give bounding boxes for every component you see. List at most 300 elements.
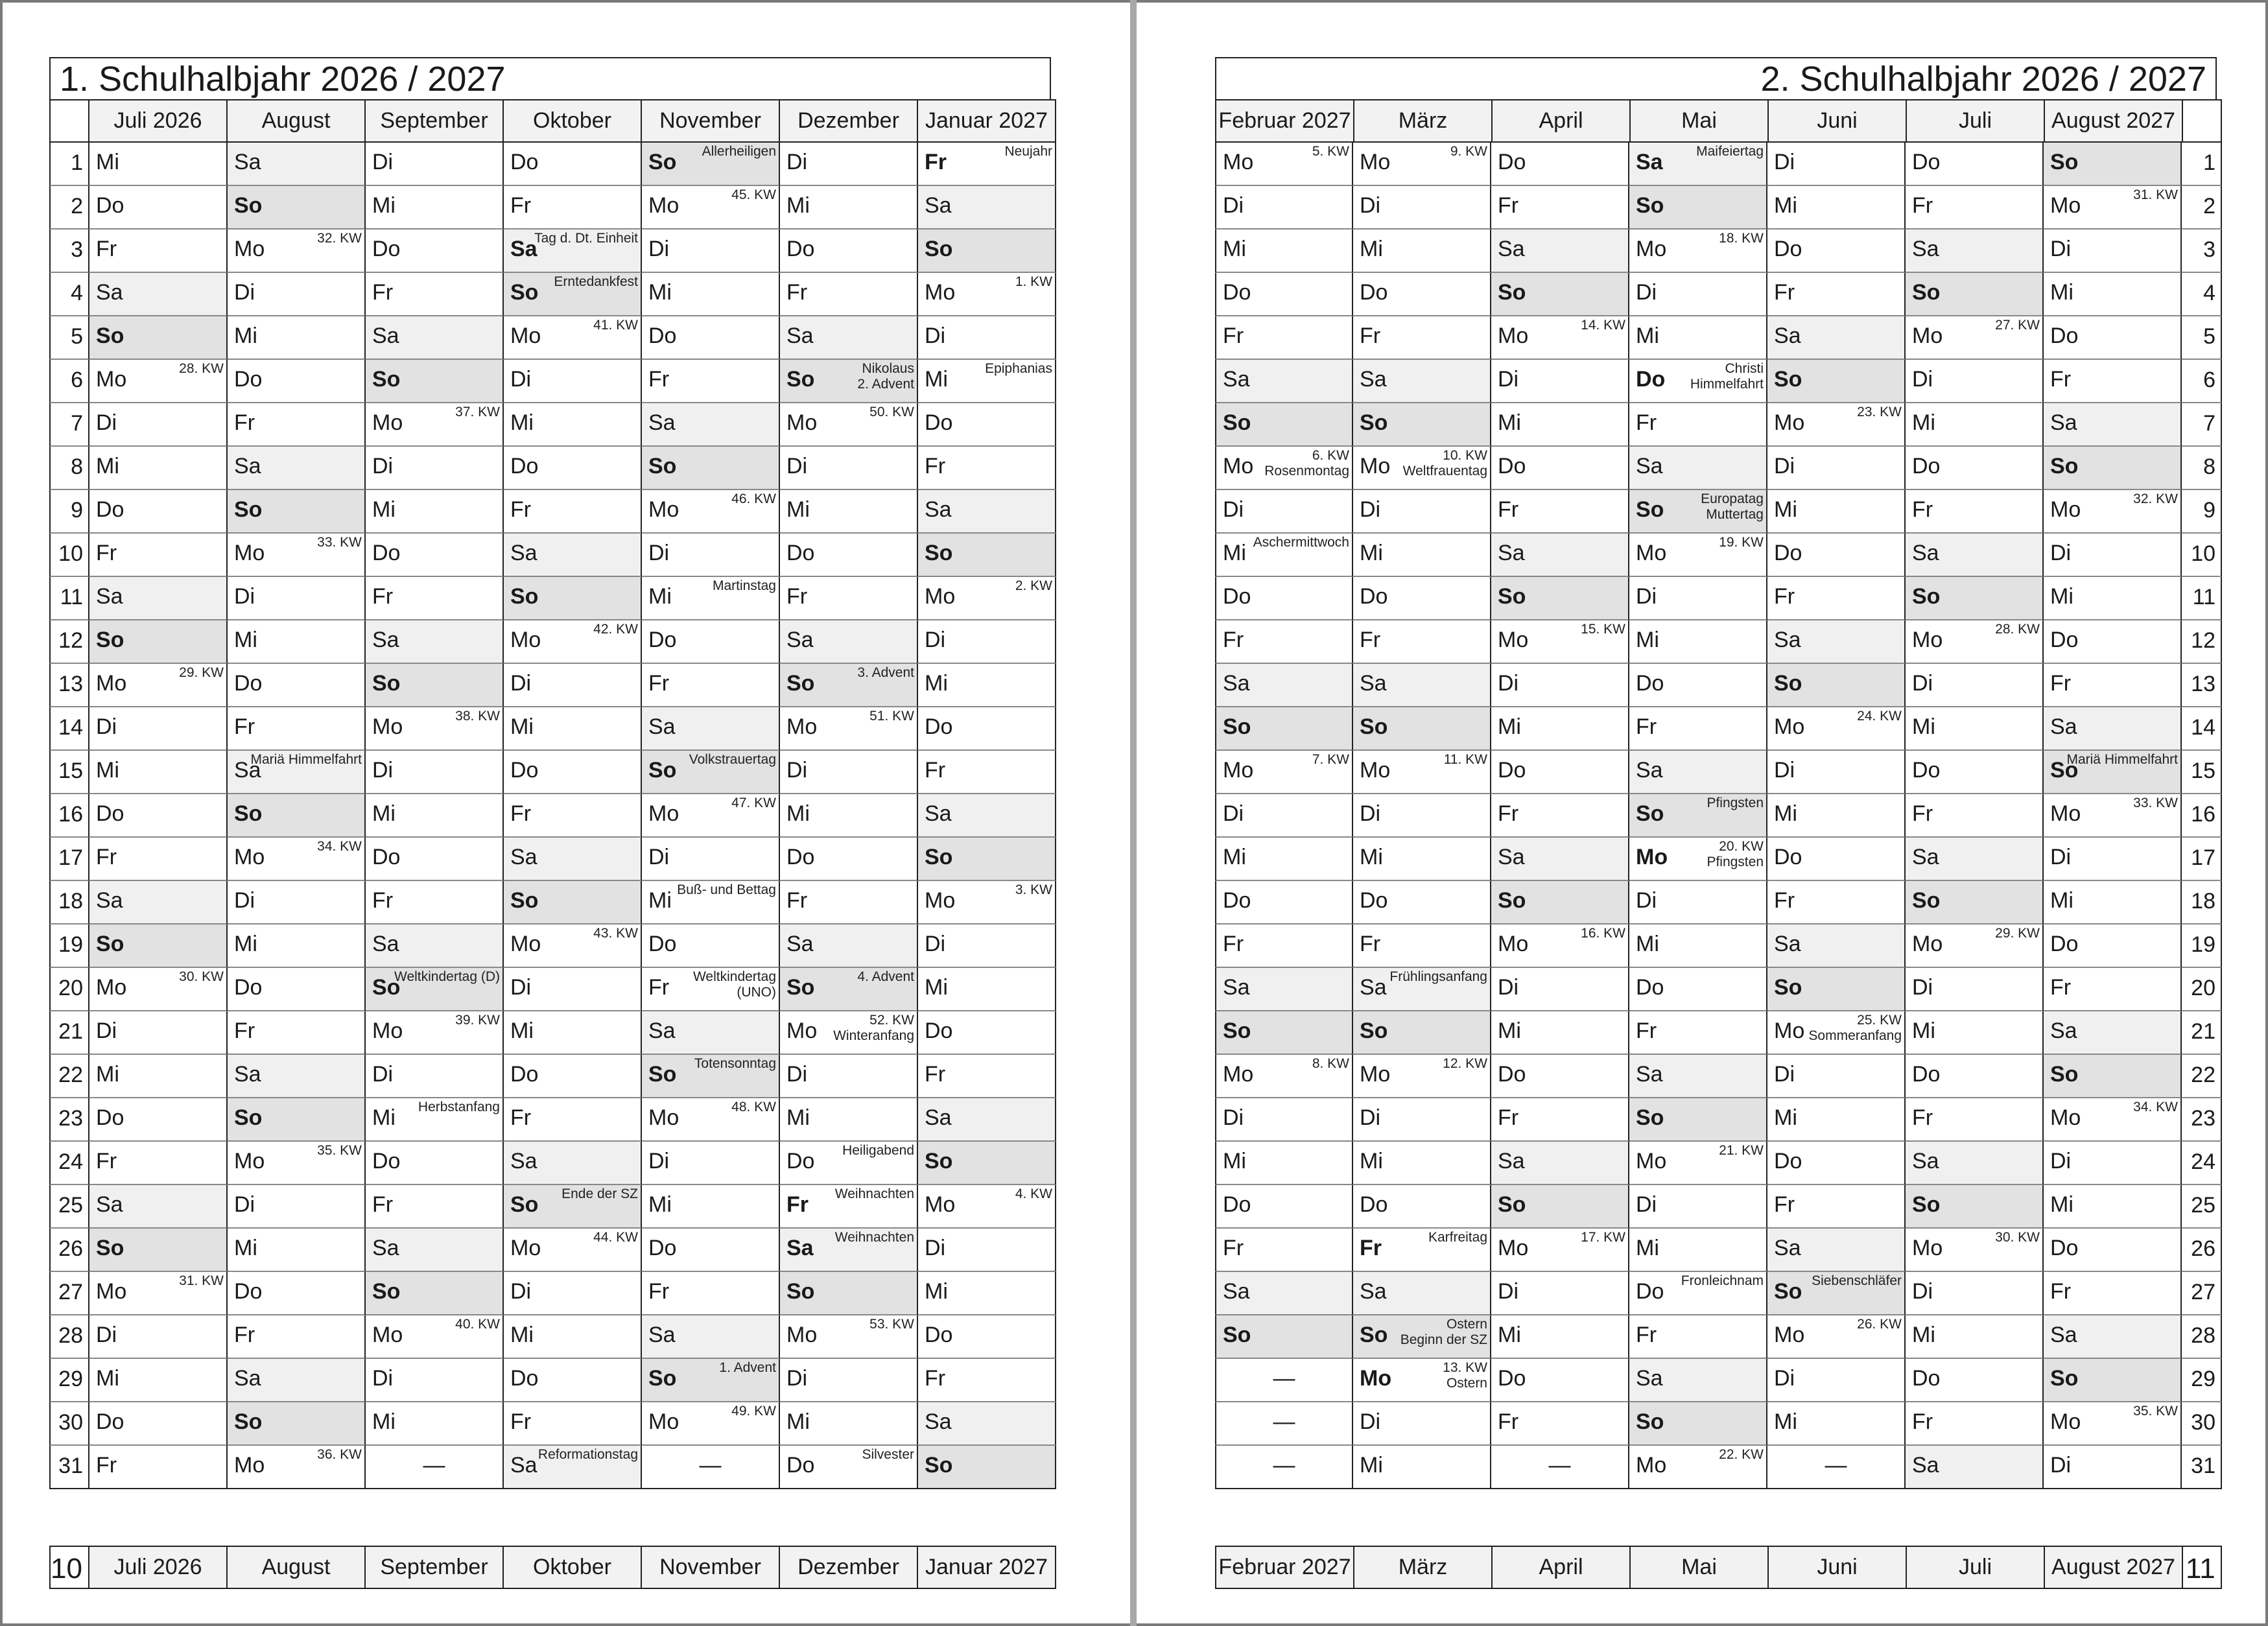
day-cell <box>504 1359 642 1402</box>
day-number: 8 <box>49 447 89 490</box>
weekday-label: Fr <box>1498 497 1519 522</box>
day-cell <box>504 1142 642 1185</box>
weekday-label: Mi <box>1636 628 1659 652</box>
day-cell <box>504 1011 642 1055</box>
day-number: 29 <box>2182 1359 2222 1402</box>
day-note: 51. KW <box>869 709 914 724</box>
weekday-label: Sa <box>1912 845 1939 869</box>
weekday-label: Di <box>786 150 808 174</box>
day-cell <box>1767 186 1906 230</box>
day-cell <box>1767 664 1906 707</box>
day-number: 3 <box>2182 230 2222 273</box>
day-cell <box>1353 273 1491 316</box>
month-column <box>1215 143 1353 1489</box>
weekday-label: — <box>699 1453 722 1478</box>
day-cell <box>1906 1098 2044 1142</box>
weekday-label: Mi <box>1774 193 1797 218</box>
day-cell <box>1767 1011 1906 1055</box>
day-cell <box>1491 490 1629 534</box>
day-cell <box>1629 490 1767 534</box>
day-cell <box>1215 1402 1353 1446</box>
day-cell <box>504 751 642 794</box>
day-cell <box>2044 186 2182 230</box>
weekday-label: Mo <box>1636 237 1667 261</box>
day-cell <box>228 403 366 447</box>
weekday-label: Mo <box>2050 801 2081 826</box>
day-cell <box>1353 1272 1491 1315</box>
month-header-row-bottom <box>1215 1546 2222 1589</box>
weekday-label: Di <box>96 410 117 435</box>
weekday-label: Fr <box>786 1192 809 1217</box>
day-cell <box>504 273 642 316</box>
weekday-label: Di <box>1774 1366 1795 1391</box>
day-cell <box>89 1359 228 1402</box>
day-cell <box>1491 273 1629 316</box>
weekday-label: Do <box>786 845 815 869</box>
day-cell <box>366 881 504 925</box>
weekday-label: Do <box>1636 975 1664 1000</box>
weekday-label: Sa <box>925 193 952 218</box>
day-cell <box>89 1011 228 1055</box>
day-cell <box>1767 143 1906 186</box>
weekday-label: Sa <box>1912 1453 1939 1478</box>
day-note: Europatag Muttertag <box>1701 491 1764 522</box>
weekday-label: Do <box>96 1409 124 1434</box>
day-number: 13 <box>2182 664 2222 707</box>
weekday-label: So <box>786 975 815 1000</box>
weekday-label: Mo <box>2050 1105 2081 1130</box>
weekday-label: Sa <box>372 932 399 956</box>
weekday-label: Di <box>2050 541 2072 565</box>
day-cell <box>366 360 504 403</box>
day-cell <box>1215 707 1353 751</box>
day-note: 50. KW <box>869 405 914 419</box>
weekday-label: So <box>96 932 124 956</box>
weekday-label: — <box>1548 1453 1571 1478</box>
weekday-label: Fr <box>1912 1105 1933 1130</box>
weekday-label: Sa <box>1636 758 1663 783</box>
weekday-label: Mo <box>1636 1453 1667 1478</box>
day-note: 32. KW <box>317 231 362 246</box>
weekday-label: Mi <box>786 497 810 522</box>
weekday-label: Do <box>372 1149 401 1173</box>
day-number: 10 <box>49 534 89 577</box>
day-cell <box>1629 925 1767 968</box>
weekday-label: Sa <box>234 454 261 478</box>
day-cell <box>918 273 1056 316</box>
day-cell <box>642 490 780 534</box>
day-cell <box>642 447 780 490</box>
weekday-label: So <box>1774 367 1802 392</box>
weekday-label: Fr <box>1636 714 1657 739</box>
weekday-label: Do <box>1636 1279 1664 1304</box>
weekday-label: Mo <box>925 280 956 305</box>
day-note: 31. KW <box>2133 187 2178 202</box>
weekday-label: Do <box>1498 454 1526 478</box>
day-cell <box>918 1272 1056 1315</box>
weekday-label: Do <box>1912 454 1941 478</box>
weekday-label: Do <box>1774 845 1802 869</box>
weekday-label: So <box>786 1279 815 1304</box>
day-cell <box>504 186 642 230</box>
weekday-label: Sa <box>2050 1323 2077 1347</box>
weekday-label: Do <box>234 367 263 392</box>
weekday-label: Sa <box>1223 367 1250 392</box>
weekday-label: Mo <box>1636 845 1668 869</box>
day-cell <box>1353 143 1491 186</box>
weekday-label: So <box>372 975 401 1000</box>
weekday-label: Mi <box>234 1236 257 1260</box>
weekday-label: Fr <box>925 1366 946 1391</box>
weekday-label: Di <box>234 888 255 913</box>
weekday-label: So <box>1912 888 1941 913</box>
day-cell <box>228 707 366 751</box>
day-cell <box>918 577 1056 620</box>
day-cell <box>1767 1185 1906 1229</box>
day-cell <box>918 925 1056 968</box>
day-cell <box>366 1272 504 1315</box>
day-cell <box>366 794 504 838</box>
weekday-label: Di <box>1774 454 1795 478</box>
day-note: 26. KW <box>1857 1317 1902 1332</box>
weekday-label: Di <box>372 150 394 174</box>
day-cell <box>228 1272 366 1315</box>
month-header: Mai <box>1629 99 1769 143</box>
month-header-row-bottom <box>49 1546 1056 1589</box>
day-cell <box>1629 881 1767 925</box>
day-cell <box>1491 1229 1629 1272</box>
day-cell <box>1353 230 1491 273</box>
day-number: 22 <box>2182 1055 2222 1098</box>
day-cell <box>1767 794 1906 838</box>
day-note: 1. Advent <box>719 1360 776 1375</box>
weekday-label: Fr <box>234 714 255 739</box>
weekday-label: Mo <box>1774 714 1805 739</box>
weekday-label: Do <box>1498 1366 1526 1391</box>
day-cell <box>1491 1142 1629 1185</box>
day-cell <box>1491 838 1629 881</box>
weekday-label: Di <box>1636 1192 1657 1217</box>
day-number: 3 <box>49 230 89 273</box>
day-cell <box>228 664 366 707</box>
day-note: 37. KW <box>455 405 500 419</box>
day-number: 9 <box>2182 490 2222 534</box>
weekday-label: Do <box>234 1279 263 1304</box>
day-cell <box>228 1402 366 1446</box>
weekday-label: Mo <box>510 628 541 652</box>
weekday-label: Mo <box>925 1192 956 1217</box>
weekday-label: Sa <box>648 1323 676 1347</box>
weekday-label: Di <box>1498 671 1519 696</box>
weekday-label: Sa <box>1774 932 1801 956</box>
day-cell <box>918 1185 1056 1229</box>
weekday-label: Mo <box>1498 932 1529 956</box>
day-cell <box>1767 403 1906 447</box>
day-cell <box>228 1359 366 1402</box>
weekday-label: Fr <box>1498 193 1519 218</box>
weekday-label: Do <box>510 1062 539 1087</box>
day-cell <box>366 751 504 794</box>
day-note: 22. KW <box>1719 1447 1764 1462</box>
day-cell <box>89 316 228 360</box>
weekday-label: Mo <box>510 324 541 348</box>
day-cell <box>1491 403 1629 447</box>
day-cell <box>1906 881 2044 925</box>
weekday-label: Mi <box>510 1323 534 1347</box>
weekday-label: Do <box>1774 237 1802 261</box>
day-number-column <box>49 143 89 1489</box>
day-cell <box>504 1315 642 1359</box>
day-cell <box>1906 968 2044 1011</box>
day-cell <box>780 1359 918 1402</box>
day-cell <box>366 1402 504 1446</box>
weekday-label: Mi <box>510 714 534 739</box>
weekday-label: Mo <box>1636 1149 1667 1173</box>
day-cell <box>1491 447 1629 490</box>
weekday-label: Do <box>510 1366 539 1391</box>
day-cell <box>89 534 228 577</box>
weekday-label: Sa <box>1223 1279 1250 1304</box>
weekday-label: Sa <box>786 1236 814 1260</box>
weekday-label: Do <box>2050 932 2079 956</box>
weekday-label: Do <box>786 541 815 565</box>
day-note: 20. KW Pfingsten <box>1707 839 1764 869</box>
weekday-label: Mi <box>1223 845 1246 869</box>
day-cell <box>1491 664 1629 707</box>
day-cell <box>2044 230 2182 273</box>
day-cell <box>1767 1229 1906 1272</box>
day-cell <box>1215 186 1353 230</box>
weekday-label: Sa <box>1636 454 1663 478</box>
day-cell <box>89 794 228 838</box>
day-note: 6. KW Rosenmontag <box>1264 448 1349 478</box>
weekday-label: So <box>1636 497 1664 522</box>
day-note: 8. KW <box>1312 1056 1349 1071</box>
day-cell <box>642 1229 780 1272</box>
weekday-label: So <box>2050 1366 2079 1391</box>
weekday-label: So <box>1912 280 1941 305</box>
day-cell <box>918 1098 1056 1142</box>
weekday-label: Mo <box>1912 1236 1943 1260</box>
day-cell <box>2044 360 2182 403</box>
day-note: Reformationstag <box>537 1447 638 1462</box>
day-cell <box>1629 1142 1767 1185</box>
day-cell <box>642 751 780 794</box>
day-cell <box>366 838 504 881</box>
day-cell <box>1629 230 1767 273</box>
day-cell <box>89 1446 228 1489</box>
day-cell <box>2044 925 2182 968</box>
day-cell <box>228 1142 366 1185</box>
day-note: 33. KW <box>2133 795 2178 810</box>
month-header: März <box>1353 1546 1493 1589</box>
weekday-label: So <box>2050 1062 2079 1087</box>
weekday-label: Fr <box>2050 671 2072 696</box>
day-cell <box>1629 1402 1767 1446</box>
day-note: 17. KW <box>1581 1230 1625 1245</box>
day-cell <box>1491 577 1629 620</box>
month-column <box>504 143 642 1489</box>
weekday-label: So <box>1498 584 1526 609</box>
day-cell <box>1906 186 2044 230</box>
day-cell <box>642 1359 780 1402</box>
weekday-label: Mi <box>1912 410 1935 435</box>
day-note: Weihnachten <box>834 1186 914 1201</box>
weekday-label: Sa <box>786 324 814 348</box>
day-number: 19 <box>49 925 89 968</box>
day-cell <box>642 794 780 838</box>
day-cell <box>1906 1359 2044 1402</box>
day-cell <box>1767 1098 1906 1142</box>
month-header: Dezember <box>779 1546 918 1589</box>
weekday-label: Mo <box>648 1105 679 1130</box>
weekday-label: Fr <box>96 1453 117 1478</box>
day-cell <box>2044 1359 2182 1402</box>
day-note: 41. KW <box>593 318 638 333</box>
weekday-label: So <box>1498 280 1526 305</box>
day-cell <box>1353 1142 1491 1185</box>
weekday-label: Mo <box>1360 758 1391 783</box>
day-cell <box>1629 1011 1767 1055</box>
day-cell <box>228 881 366 925</box>
day-cell <box>1215 1142 1353 1185</box>
day-cell <box>1629 1272 1767 1315</box>
day-cell <box>1215 1055 1353 1098</box>
day-cell <box>780 1272 918 1315</box>
day-cell <box>1629 1229 1767 1272</box>
weekday-label: Do <box>1912 150 1941 174</box>
day-cell <box>89 1229 228 1272</box>
weekday-label: Do <box>1223 888 1251 913</box>
day-cell <box>1353 577 1491 620</box>
weekday-label: Do <box>1498 758 1526 783</box>
page-title: 1. Schulhalbjahr 2026 / 2027 <box>49 57 1051 99</box>
weekday-label: Di <box>96 1019 117 1043</box>
day-note: Weihnachten <box>834 1230 914 1245</box>
weekday-label: Sa <box>510 1453 537 1478</box>
day-cell <box>918 186 1056 230</box>
day-cell <box>1767 881 1906 925</box>
weekday-label: So <box>1360 1019 1388 1043</box>
day-cell <box>366 143 504 186</box>
day-cell <box>918 1055 1056 1098</box>
month-header: Dezember <box>779 99 918 143</box>
weekday-label: Mi <box>96 454 119 478</box>
weekday-label: So <box>1912 584 1941 609</box>
day-cell <box>2044 620 2182 664</box>
weekday-label: So <box>925 845 953 869</box>
month-column <box>1906 143 2044 1489</box>
day-cell <box>2044 143 2182 186</box>
day-note: 34. KW <box>2133 1100 2178 1114</box>
weekday-label: Do <box>1636 367 1666 392</box>
day-cell <box>1767 925 1906 968</box>
weekday-label: Sa <box>510 541 537 565</box>
month-header: Mai <box>1629 1546 1769 1589</box>
day-cell <box>1215 1315 1353 1359</box>
day-cell <box>1767 230 1906 273</box>
day-cell <box>780 1229 918 1272</box>
weekday-label: Mi <box>1360 1149 1383 1173</box>
day-note: 28. KW <box>1995 622 2040 637</box>
day-cell <box>2044 1055 2182 1098</box>
weekday-label: So <box>510 1192 539 1217</box>
day-cell <box>366 316 504 360</box>
day-note: Heiligabend <box>842 1143 914 1158</box>
day-note: 4. KW <box>1015 1186 1052 1201</box>
day-cell <box>1906 925 2044 968</box>
day-cell <box>642 316 780 360</box>
day-cell <box>1629 968 1767 1011</box>
day-cell <box>1629 534 1767 577</box>
weekday-label: Sa <box>234 150 261 174</box>
day-number: 1 <box>49 143 89 186</box>
weekday-label: Do <box>2050 628 2079 652</box>
day-cell <box>2044 577 2182 620</box>
page-left <box>0 0 1130 1626</box>
weekday-label: Fr <box>510 497 532 522</box>
weekday-label: So <box>648 1366 677 1391</box>
weekday-label: Mi <box>648 888 672 913</box>
weekday-label: So <box>510 888 539 913</box>
weekday-label: Sa <box>234 1062 261 1087</box>
weekday-label: Di <box>2050 1453 2072 1478</box>
weekday-label: Di <box>1223 1105 1244 1130</box>
day-cell <box>642 1098 780 1142</box>
weekday-label: Do <box>648 324 677 348</box>
day-cell <box>780 316 918 360</box>
day-note: Volkstrauertag <box>689 752 776 767</box>
day-cell <box>366 1229 504 1272</box>
day-note: 29. KW <box>179 665 224 680</box>
day-note: 31. KW <box>179 1273 224 1288</box>
day-note: Ostern Beginn der SZ <box>1400 1317 1487 1347</box>
day-cell <box>1491 186 1629 230</box>
day-cell <box>642 1402 780 1446</box>
day-cell <box>504 664 642 707</box>
weekday-label: Sa <box>1498 541 1525 565</box>
weekday-label: Di <box>925 324 946 348</box>
weekday-label: Di <box>1360 1105 1381 1130</box>
weekday-label: Mi <box>925 1279 948 1304</box>
day-note: Tag d. Dt. Einheit <box>534 231 638 246</box>
weekday-label: Mo <box>372 1323 403 1347</box>
day-cell <box>1353 1359 1491 1402</box>
weekday-label: Mi <box>648 1192 672 1217</box>
day-number: 2 <box>49 186 89 230</box>
weekday-label: Do <box>1636 671 1664 696</box>
day-number: 14 <box>2182 707 2222 751</box>
day-cell <box>918 534 1056 577</box>
month-header-spacer <box>49 99 89 143</box>
day-cell <box>780 968 918 1011</box>
month-header: Februar 2027 <box>1215 1546 1354 1589</box>
weekday-label: So <box>234 1105 263 1130</box>
day-cell <box>918 1142 1056 1185</box>
month-header: Juni <box>1767 99 1907 143</box>
month-header-row-top <box>1215 99 2222 143</box>
day-note: 35. KW <box>2133 1404 2178 1419</box>
day-cell <box>1353 186 1491 230</box>
weekday-label: Fr <box>648 367 670 392</box>
day-cell <box>504 447 642 490</box>
day-cell <box>89 620 228 664</box>
day-cell <box>2044 881 2182 925</box>
day-cell <box>1906 447 2044 490</box>
day-number: 14 <box>49 707 89 751</box>
day-cell <box>228 316 366 360</box>
weekday-label: Mi <box>1636 324 1659 348</box>
